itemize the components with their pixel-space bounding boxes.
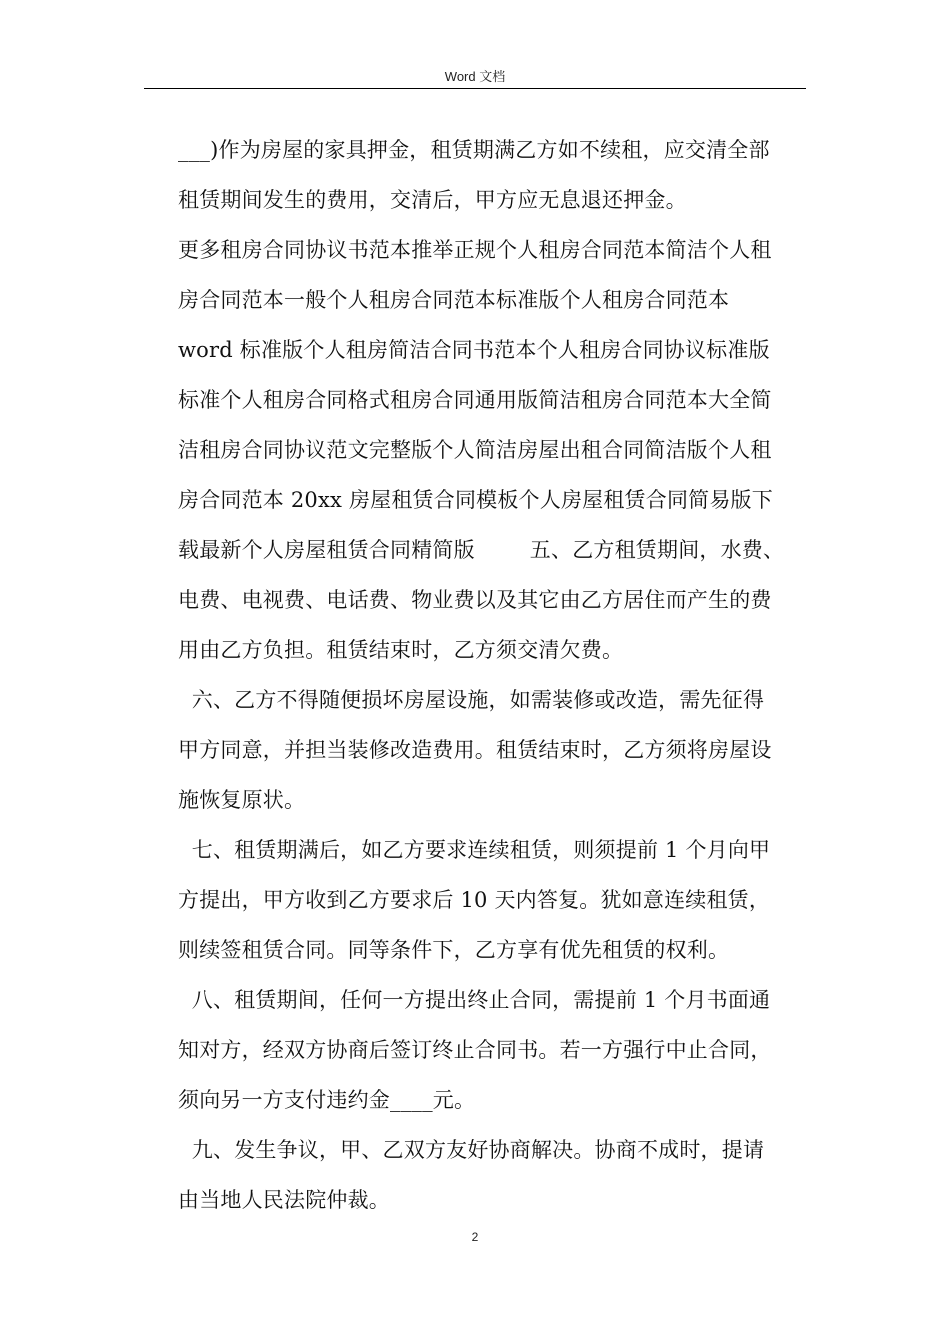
text-line: 租赁期间发生的费用，交清后，甲方应无息退还押金。 — [178, 188, 687, 212]
text-line: 房合同范本一般个人租房合同范本标准版个人租房合同范本 — [178, 288, 730, 312]
text-line: 施恢复原状。 — [178, 788, 306, 812]
header-divider — [144, 88, 806, 89]
text-line: 八、租赁期间，任何一方提出终止合同，需提前 1 个月书面通 — [178, 988, 771, 1012]
text-line: 则续签租赁合同。同等条件下，乙方享有优先租赁的权利。 — [178, 938, 730, 962]
text-line: 知对方，经双方协商后签订终止合同书。若一方强行中止合同， — [178, 1038, 772, 1062]
text-line: 七、租赁期满后，如乙方要求连续租赁，则须提前 1 个月向甲 — [178, 838, 771, 862]
text-line: ___)作为房屋的家具押金，租赁期满乙方如不续租，应交清全部 — [178, 138, 770, 162]
text-line: 甲方同意，并担当装修改造费用。租赁结束时，乙方须将房屋设 — [178, 738, 772, 762]
text-line: 房合同范本 20xx 房屋租赁合同模板个人房屋租赁合同简易版下 — [178, 488, 773, 512]
text-line: 六、乙方不得随便损坏房屋设施，如需装修或改造，需先征得 — [178, 688, 765, 712]
text-line: 方提出，甲方收到乙方要求后 10 天内答复。犹如意连续租赁， — [178, 888, 771, 912]
text-line: 须向另一方支付违约金____元。 — [178, 1088, 476, 1112]
text-line: 九、发生争议，甲、乙双方友好协商解决。协商不成时，提请 — [178, 1138, 765, 1162]
text-line: 由当地人民法院仲裁。 — [178, 1188, 390, 1212]
text-line: 电费、电视费、电话费、物业费以及其它由乙方居住而产生的费 — [178, 588, 772, 612]
page-number: 2 — [471, 1230, 479, 1244]
document-body — [178, 125, 804, 1225]
text-line: 洁租房合同协议范文完整版个人简洁房屋出租合同简洁版个人租 — [178, 438, 772, 462]
text-line: 标准个人租房合同格式租房合同通用版简洁租房合同范本大全简 — [178, 388, 772, 412]
text-line: word 标准版个人租房简洁合同书范本个人租房合同协议标准版 — [178, 338, 770, 362]
page-header-title: Word 文档 — [444, 69, 506, 84]
text-line: 载最新个人房屋租赁合同精简版 五、乙方租赁期间，水费、 — [178, 538, 785, 562]
text-line: 用由乙方负担。租赁结束时，乙方须交清欠费。 — [178, 638, 624, 662]
text-line: 更多租房合同协议书范本推举正规个人租房合同范本简洁个人租 — [178, 238, 772, 262]
